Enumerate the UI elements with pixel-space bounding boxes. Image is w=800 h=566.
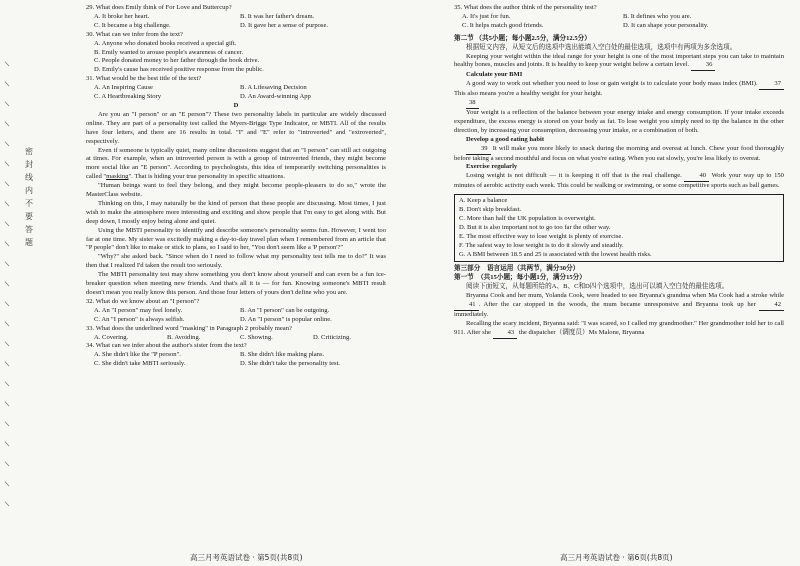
box-option: E. The most effective way to lose weight is plenty of exercise. [459,232,624,240]
cut-mark: / [3,80,12,88]
box-option: D. But it is also important not to go too far the other way. [459,223,611,231]
cut-mark: / [3,440,12,448]
option: A. Covering. [94,333,129,341]
option: C. Showing. [240,333,273,341]
option: C. It helps match good friends. [462,21,544,29]
cut-mark: / [3,160,12,168]
option: C. She didn't take MBTI seriously. [94,360,186,368]
cut-mark: / [3,320,12,328]
section-title: 第二节 （共5小题；每小题2.5分，满分12.5分） [454,34,591,42]
text-run: Recalling the scary incident, Bryanna said: "I was scared, so I called my grandmother." Her grandmother told her to call 911. After she [454,319,784,336]
option: B. An "I person" can be outgoing. [240,306,330,314]
question-29: 29. What does Emily think of For Love and Buttercup? [86,4,232,11]
page-footer-left: 高三月考英语试卷 · 第5页(共8页) [190,553,303,562]
page-footer-right: 高三月考英语试卷 · 第6页(共8页) [560,553,673,562]
box-option: G. A BMI between 18.5 and 25 is associated with the lowest health risks. [459,250,652,258]
blank-42: 42 [759,301,784,311]
paragraph: Are you an "I person" or an "E person"? These two personality labels in particular are widely discussed online. They are part of a personality test called the Myers-Briggs Type Indicator, or MBTI. All of the results have four letters, and there are 16 results in total. "I" and "E" refer to "introverted" and "extroverted", respectively. [86,110,386,145]
text-run: . After the car stopped in the woods, the mum became unresponsive and Bryanna took up her [478,301,760,309]
blank-37: 37 [759,80,784,90]
cut-mark: / [3,100,12,108]
paragraph [454,53,784,72]
text-run: the dispatcher（调度员）Ms Malone, Bryanna [517,328,645,336]
option: A. It's just for fun. [462,12,511,20]
option: D. It can shape your personality. [623,21,709,29]
box-option: F. The safest way to lose weight is to do it slowly and steadily. [459,241,624,249]
section-title: 第一节 （共15小题；每小题1分，满分15分） [454,274,586,282]
option: B. It was her father's dream. [240,12,315,20]
underlined-word: masking [106,173,129,181]
text-run: A good way to work out whether you need to lose or gain weight is to calculate your body mass index (BMI). [466,80,760,88]
paragraph: Using the MBTI personality to identify and describe someone's personality seems fun. However, I went too far at one time. My sister was excitedly making a day-to-day travel plan when I remembered from an article that "P people" don't like to make or stick to plans, so I said to her, "You don't seem like a 'P person'?" [86,226,386,252]
binding-margin [0,0,38,566]
question-34: 34. What can we infer about the author's sister from the text? [86,342,247,350]
text-run: Keeping your weight within the ideal range for your height is one of the most important steps you can take to maintain healthy bones, muscles and joints. It is healthy to keep your weight below a certain level. [454,52,784,69]
cut-mark: / [3,200,12,208]
seal-line-text: 密封线内不要答题 [25,147,33,247]
option: A. It broke her heart. [94,12,150,20]
text-run: It will make you more likely to snack during the morning and overeat at lunch. Chew your food thoroughly before taking a second mouthful and focus on what you're eating. When you eat slowly, you're less likely to overeat. [454,144,784,162]
paragraph [454,172,784,191]
page-6 [454,4,784,339]
cut-mark: / [3,140,12,148]
question-33: 33. What does the underlined word "masking" in Paragraph 2 probably mean? [86,324,292,332]
cut-mark: / [3,240,12,248]
option: A. An Inspiring Cause [94,84,153,92]
options-box [454,194,784,262]
paragraph [454,145,784,164]
option: B. Emily wanted to arouse people's awareness of cancer. [94,48,244,56]
option: D. Criticizing. [313,333,351,341]
blank-38: 38 [466,99,479,109]
question-31: 31. What would be the best title of the text? [86,75,202,83]
cut-mark: / [3,300,12,308]
cut-mark: / [3,260,12,268]
cut-mark: / [3,460,12,468]
question-30: 30. What can we infer from the text? [86,30,183,38]
instructions: 根据短文内容，从短文后的选项中选出能填入空白处的最佳选项，选项中有两项为多余选项。 [466,43,737,51]
page-5 [86,4,386,369]
cut-mark: / [3,60,12,68]
text-run: ". That is hiding your true personality in specific situations. [128,173,286,181]
question-35: 35. What does the author think of the personality test? [454,4,597,11]
text-run: This also means you're a healthy weight for your height. [454,90,603,98]
cut-mark: / [3,420,12,428]
option: D. Emily's cause has received positive response from the public. [94,66,264,74]
text-run: Losing weight is not difficult — it is keeping it off that is the real challenge. [466,172,685,180]
text-run: Bryanna Cook and her mum, Yolanda Cook, were headed to see Bryanna's grandma when Ma Cook had a stroke while [466,292,784,300]
question-32: 32. What do we know about an "I person"? [86,297,200,305]
option: A. She didn't like the "P person". [94,351,181,359]
instructions: 阅读下面短文，从每题所给的A、B、C和D四个选项中，选出可以填入空白处的最佳选项。 [466,283,729,291]
option: C. It became a big challenge. [94,21,171,29]
option: A. Anyone who donated books received a special gift. [94,39,237,47]
cut-mark: / [3,340,12,348]
cut-mark: / [3,480,12,488]
option: D. An "I person" is popular online. [240,315,332,323]
paragraph [454,80,784,99]
text-run: Work your way up to 150 minutes of aerobic activity each week. This could be walking or swimming, or some competitive sports such as ball games. [454,172,784,190]
cut-mark: / [3,500,12,508]
paragraph: "Human beings want to feel they belong, and they might become people-pleasers to do so," wrote the MasterClass website. [86,182,386,199]
section-heading: D [233,101,239,109]
cut-mark: / [3,180,12,188]
option: C. People donated money to her father through the book drive. [94,57,260,65]
paragraph: The MBTI personality test may show something you don't know about yourself and can even be a fun ice-breaker question when meeting new friends. And that's all it is — for fun. Knowing someone's MBTI result doesn't mean you really know this person. And those four letters of yours don't define who you are. [86,271,386,296]
blank-36: 36 [691,61,716,71]
subheading: Exercise regularly [466,163,518,171]
option: D. An Award-winning App [240,93,311,101]
blank-43: 43 [493,329,518,339]
paragraph [454,292,784,320]
text-run: immediately. [454,311,489,318]
box-option: B. Don't skip breakfast. [459,206,522,214]
option: A. An "I person" may feel lonely. [94,306,183,314]
part-title: 第三部分 语言运用（共两节，满分30分） [454,265,580,273]
option: D. It gave her a sense of purpose. [240,21,329,29]
cut-mark: / [3,380,12,388]
box-option: A. Keep a balance [459,197,508,205]
option: C. An "I person" is always selfish. [94,315,185,323]
paragraph [86,147,386,183]
paragraph: Your weight is a reflection of the balance between your energy intake and energy consumption. If your intake exceeds expenditure, the excess energy is stored on your body as fat. To lose weight you simply need to tip the balance in the other direction, by increasing your consumption, decreasing your intake, or a combination of both. [454,108,784,134]
option: B. Avoiding. [167,333,201,341]
option: B. A Lifesaving Decision [240,84,307,92]
paragraph: Thinking on this, I may naturally be the kind of person that these people are discussing. Most times, I just wish to make the atmosphere more interesting and exciting and show people that I'm easy to get along with. But deep down, I mostly enjoy being alone and quiet. [86,199,386,225]
subheading: Calculate your BMI [466,71,523,79]
option: D. She didn't take the personality test. [240,360,341,368]
option: B. It defines who you are. [623,12,692,20]
subheading: Develop a good eating habit [466,135,545,143]
option: B. She didn't like making plans. [240,351,325,359]
cut-mark: / [3,120,12,128]
blank-40: 40 [684,172,709,182]
cut-mark: / [3,360,12,368]
text-run: Even if someone is typically quiet, many online discussions suggest that an "I person" can still act outgoing at times. For example, when an introverted person is with a group of introverted friends, they might become more social like an "E person". According to psychologists, this idea of temporarily switching personalities is called " [86,146,386,181]
box-option: C. More than half the UK population is overweight. [459,214,596,222]
blank-41: 41 [454,301,479,311]
paragraph: "Why?" she asked back. "Since when do I need to follow what my personality test tells me to do?" It was then that I realized I'd taken the result too seriously. [86,253,386,270]
cut-mark: / [3,220,12,228]
cut-mark: / [3,280,12,288]
cut-mark: / [3,400,12,408]
blank-39: 39 [466,145,491,155]
option: C. A Heartbreaking Story [94,93,162,101]
paragraph [454,320,784,339]
paragraph [454,99,784,109]
